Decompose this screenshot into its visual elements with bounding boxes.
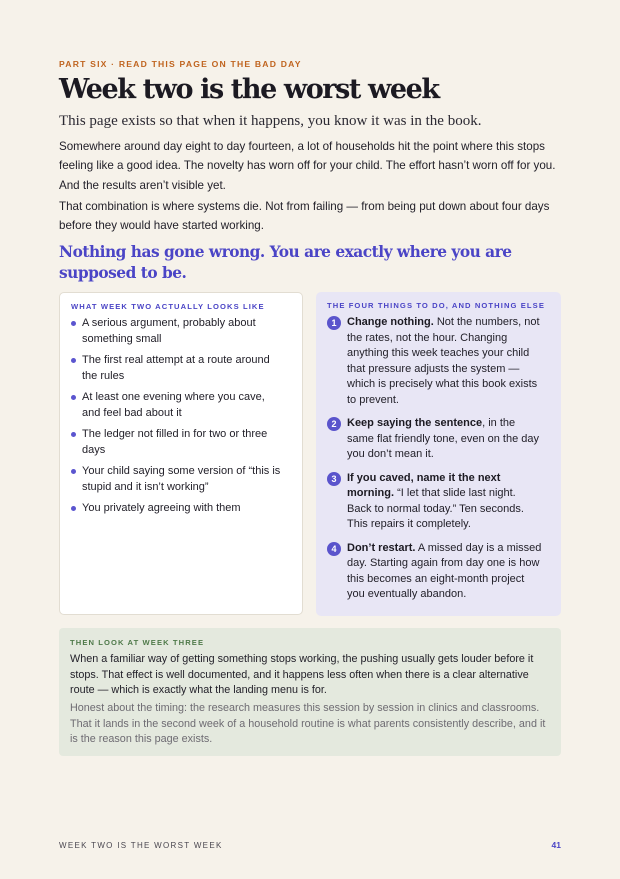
step-item xyxy=(316,416,542,463)
step-lead: Keep saying the sentence xyxy=(347,417,483,429)
bullet-dot-icon xyxy=(71,506,76,511)
step-lead: Change nothing. xyxy=(347,316,434,328)
step-text: “I let that slide last night. Back to normal today.” Ten seconds. This repairs it completely. xyxy=(347,487,524,530)
card-label: WHAT WEEK TWO ACTUALLY LOOKS LIKE xyxy=(71,302,265,311)
running-footer-title: WEEK TWO IS THE WORST WEEK xyxy=(59,841,223,850)
looks-like-list xyxy=(60,316,282,523)
step-item xyxy=(316,541,542,603)
page-subtitle: This page exists so that when it happens, you know it was in the book. xyxy=(59,113,482,129)
four-things-card xyxy=(316,292,561,616)
box-note: Honest about the timing: the research measures this session by session in clinics and classrooms. That it lands in the second week of a household routine is what parents consistently describe, and it is the reason this page exists. xyxy=(70,702,546,745)
bullet-dot-icon xyxy=(71,432,76,437)
step-number-badge: 2 xyxy=(327,417,341,431)
step-number-badge: 1 xyxy=(327,316,341,330)
bullet-dot-icon xyxy=(71,358,76,363)
card-label: THE FOUR THINGS TO DO, AND NOTHING ELSE xyxy=(327,301,545,310)
list-item-text: The first real attempt at a route around the rules xyxy=(82,354,270,382)
callout-heading: Nothing has gone wrong. You are exactly where you are supposed to be. xyxy=(59,243,512,282)
body-paragraph: Somewhere around day eight to day fourteen, a lot of households hit the point where this stops feeling like a good idea. The novelty has worn off for your child. The effort hasn’t worn off for you. And the results aren’t visible yet. xyxy=(59,140,556,192)
page-title: Week two is the worst week xyxy=(59,74,439,105)
body-paragraph: That combination is where systems die. Not from failing — from being put down about four days before they would have started working. xyxy=(59,200,550,233)
step-item xyxy=(316,471,542,533)
list-item-text: You privately agreeing with them xyxy=(82,502,241,514)
list-item xyxy=(60,353,282,384)
box-label: THEN LOOK AT WEEK THREE xyxy=(70,638,205,647)
step-lead: If you caved, name it the next morning. xyxy=(347,471,501,499)
step-item xyxy=(316,315,542,408)
list-item xyxy=(60,427,282,458)
list-item xyxy=(60,316,282,347)
list-item xyxy=(60,390,282,421)
step-text: , in the same flat friendly tone, even on the day you don’t mean it. xyxy=(347,417,540,460)
box-text: When a familiar way of getting something stops working, the pushing usually gets louder before it stops. That effect is well documented, and it happens less often when there is a clear alternative route — which is exactly what the landing menu is for. xyxy=(70,653,534,696)
step-text: Not the numbers, not the rates, not the hour. Changing anything this week teaches your child that pressure adjusts the system — which is precisely what this book exists to prevent. xyxy=(347,316,540,406)
week-three-box xyxy=(59,628,561,756)
step-number-badge: 3 xyxy=(327,472,341,486)
bullet-dot-icon xyxy=(71,395,76,400)
step-lead: Don’t restart. xyxy=(347,541,416,554)
page-number: 41 xyxy=(551,840,561,850)
list-item-text: At least one evening where you cave, and feel bad about it xyxy=(82,391,265,419)
list-item xyxy=(60,464,282,495)
four-things-list xyxy=(316,315,542,611)
list-item-text: Your child saying some version of “this is stupid and it isn’t working” xyxy=(82,465,281,493)
section-kicker: PART SIX · READ THIS PAGE ON THE BAD DAY xyxy=(59,59,302,69)
list-item-text: The ledger not filled in for two or three days xyxy=(82,428,268,456)
bullet-dot-icon xyxy=(71,469,76,474)
list-item-text: A serious argument, probably about something small xyxy=(82,317,256,345)
week-two-looks-like-card xyxy=(59,292,303,615)
step-number-badge: 4 xyxy=(327,542,341,556)
list-item xyxy=(60,501,282,517)
step-text: A missed day is a missed day. Starting again from day one is how this becomes an eight-month project you eventually abandon. xyxy=(347,541,542,600)
bullet-dot-icon xyxy=(71,321,76,326)
